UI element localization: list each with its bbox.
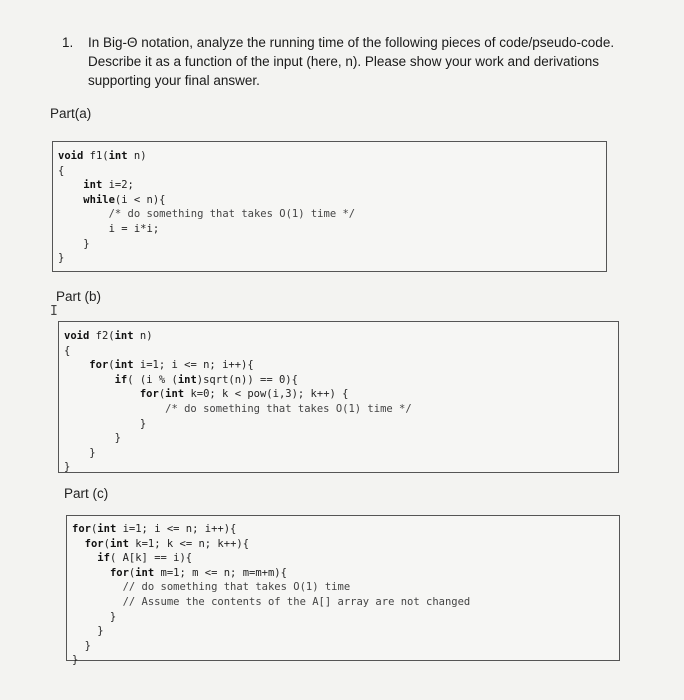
code-line: // Assume the contents of the A[] array are not changed bbox=[72, 595, 471, 608]
code-line: if( (i % (int)sqrt(n)) == 0){ bbox=[114, 373, 298, 386]
code-line: } bbox=[64, 432, 121, 445]
code-line: for(int i=1; i <= n; i++){ bbox=[89, 359, 254, 372]
code-line: } bbox=[64, 446, 96, 459]
part-a-label: Part(a) bbox=[50, 106, 92, 121]
text-cursor-icon: I bbox=[50, 304, 58, 319]
code-line: } bbox=[58, 252, 65, 265]
code-line: { bbox=[58, 164, 65, 177]
part-c-code-box bbox=[66, 515, 620, 667]
code-line: for(int k=0; k < pow(i,3); k++) { bbox=[139, 388, 349, 401]
code-line: } bbox=[72, 639, 91, 652]
part-a-code-box bbox=[52, 141, 607, 272]
code-line: } bbox=[64, 461, 71, 474]
part-b-code bbox=[64, 329, 412, 475]
part-a-code bbox=[58, 149, 355, 266]
code-line: for(int k=1; k <= n; k++){ bbox=[84, 537, 250, 550]
code-line: int i=2; bbox=[83, 179, 134, 192]
code-line: } bbox=[72, 654, 79, 667]
code-line: if( A[k] == i){ bbox=[97, 552, 193, 565]
code-line: { bbox=[64, 344, 71, 357]
code-line: // do something that takes O(1) time bbox=[72, 581, 351, 594]
part-b-code-box bbox=[58, 321, 619, 473]
code-line: } bbox=[72, 610, 117, 623]
code-line: while(i < n){ bbox=[83, 193, 166, 206]
code-line: void f1(int n) bbox=[58, 150, 147, 162]
code-line: void f2(int n) bbox=[64, 330, 153, 342]
code-line: } bbox=[72, 625, 104, 638]
part-c-label: Part (c) bbox=[64, 486, 109, 501]
code-line: } bbox=[58, 237, 90, 250]
part-b-label: Part (b) bbox=[56, 289, 102, 304]
part-c-code bbox=[72, 522, 470, 668]
question-text: In Big-Θ notation, analyze the running time of the following pieces of code/pseudo-code. Describe it as a function of the input (here, n). Please show your work and derivations supporting your final answer. bbox=[88, 35, 615, 88]
code-line: /* do something that takes O(1) time */ bbox=[64, 402, 412, 415]
code-line: /* do something that takes O(1) time */ bbox=[58, 208, 356, 221]
code-line: for(int i=1; i <= n; i++){ bbox=[72, 523, 237, 535]
question-number: 1. bbox=[62, 35, 74, 50]
code-line: i = i*i; bbox=[58, 222, 160, 235]
code-line: for(int m=1; m <= n; m=m+m){ bbox=[109, 566, 287, 579]
code-line: } bbox=[64, 417, 147, 430]
question-1 bbox=[62, 33, 632, 90]
